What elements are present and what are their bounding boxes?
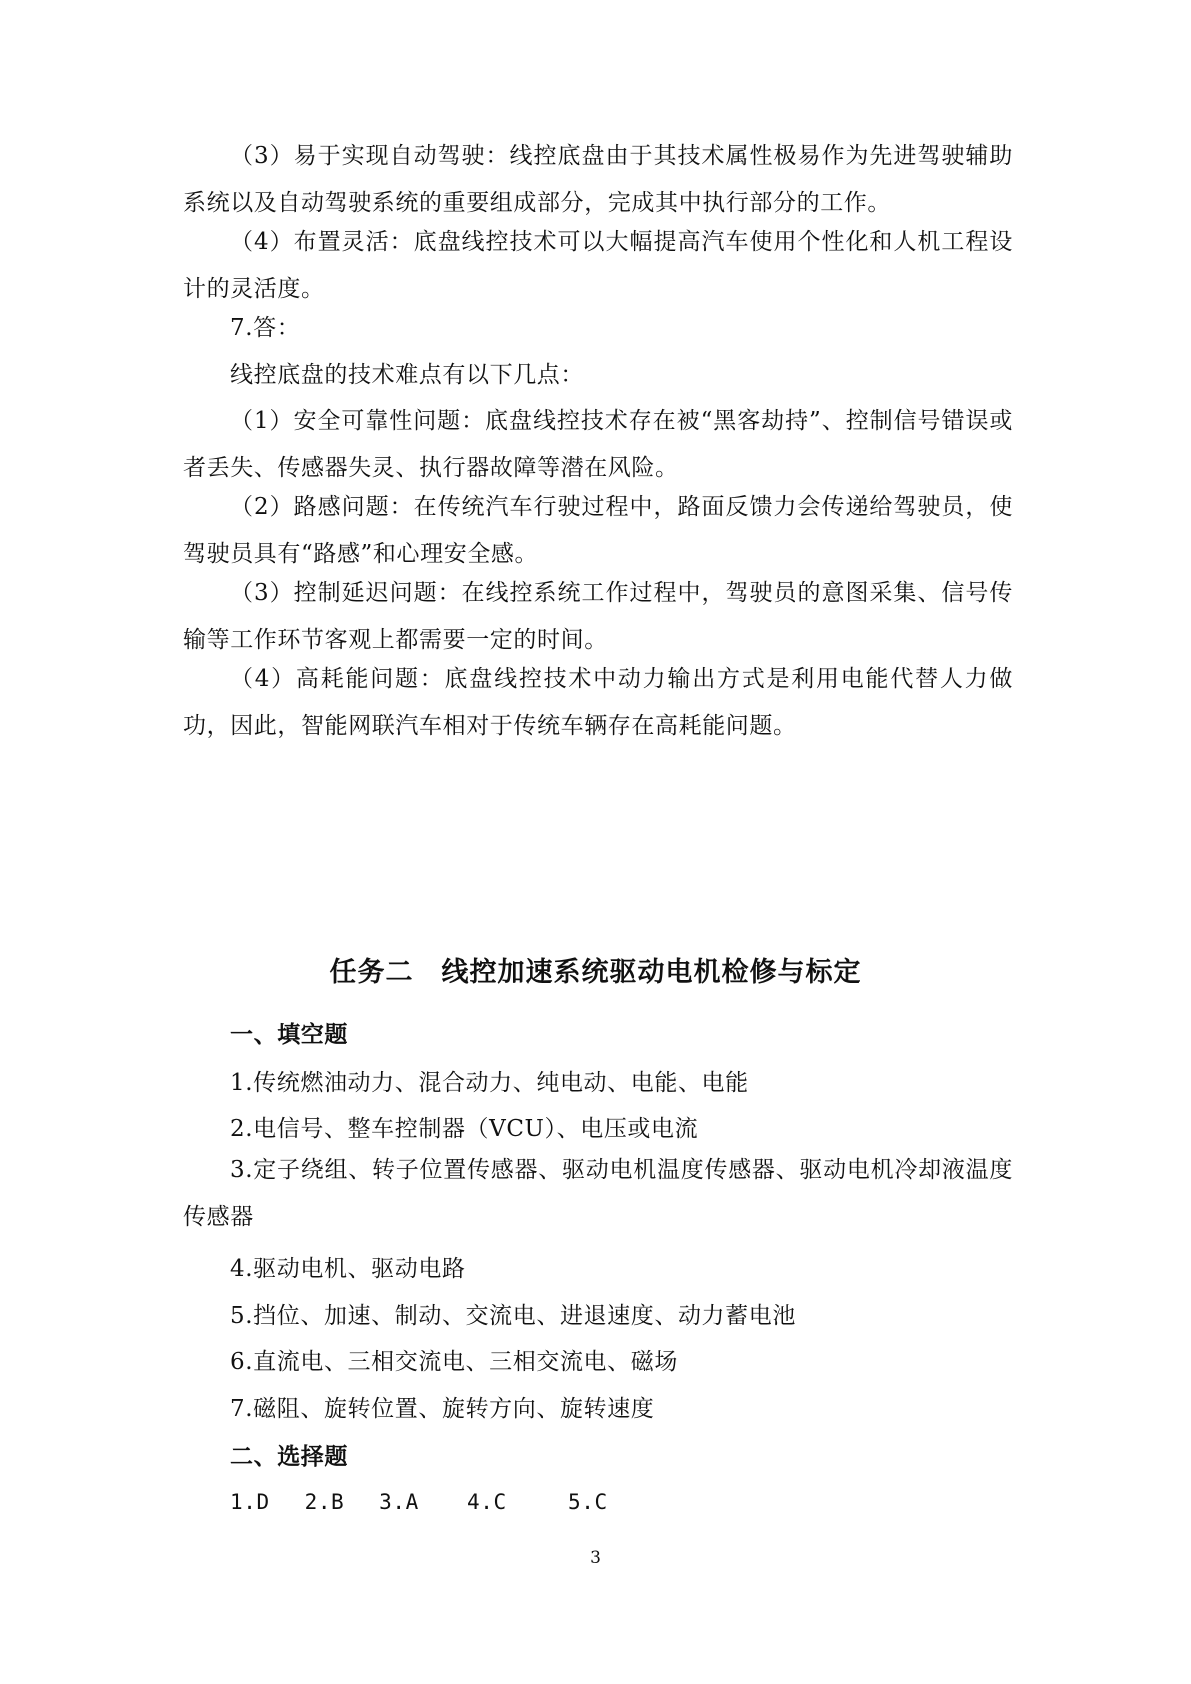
choice-heading: 二、选择题 xyxy=(230,1444,348,1470)
fill-blank-item-5: 5.挡位、加速、制动、交流电、进退速度、动力蓄电池 xyxy=(230,1303,796,1329)
fill-blank-item-1: 1.传统燃油动力、混合动力、纯电动、电能、电能 xyxy=(230,1070,749,1096)
fill-blank-item-7: 7.磁阻、旋转位置、旋转方向、旋转速度 xyxy=(230,1396,655,1422)
answer-7-label: 7.答： xyxy=(230,315,301,341)
paragraph-flexible-layout: （4）布置灵活：底盘线控技术可以大幅提高汽车使用个性化和人机工程设计的灵活度。 xyxy=(183,229,1013,302)
page-number: 3 xyxy=(590,1548,601,1568)
fill-blank-item-6: 6.直流电、三相交流电、三相交流电、磁场 xyxy=(230,1349,678,1375)
fill-blank-heading: 一、填空题 xyxy=(230,1022,348,1048)
fill-blank-item-4: 4.驱动电机、驱动电路 xyxy=(230,1256,466,1282)
paragraph-high-energy: （4）高耗能问题：底盘线控技术中动力输出方式是利用电能代替人力做功，因此，智能网联汽车相对于传统车辆存在高耗能问题。 xyxy=(183,666,1013,739)
fill-blank-item-2: 2.电信号、整车控制器（VCU）、电压或电流 xyxy=(230,1116,699,1142)
fill-blank-item-3: 3.定子绕组、转子位置传感器、驱动电机温度传感器、驱动电机冷却液温度传感器 xyxy=(183,1157,1013,1230)
paragraph-ease-autonomous: （3）易于实现自动驾驶：线控底盘由于其技术属性极易作为先进驾驶辅助系统以及自动驾驶系统的重要组成部分，完成其中执行部分的工作。 xyxy=(183,143,1013,216)
paragraph-difficulties-intro: 线控底盘的技术难点有以下几点： xyxy=(230,362,584,388)
section-title: 任务二 线控加速系统驱动电机检修与标定 xyxy=(329,957,862,988)
paragraph-control-delay: （3）控制延迟问题：在线控系统工作过程中，驾驶员的意图采集、信号传输等工作环节客观上都需要一定的时间。 xyxy=(183,580,1013,653)
paragraph-safety: （1）安全可靠性问题：底盘线控技术存在被“黑客劫持”、控制信号错误或者丢失、传感器失灵、执行器故障等潜在风险。 xyxy=(183,408,1013,481)
choice-answers: 1.D 2.B 3.A 4.C 5.C xyxy=(230,1490,608,1514)
paragraph-road-feel: （2）路感问题：在传统汽车行驶过程中，路面反馈力会传递给驾驶员，使驾驶员具有“路感”和心理安全感。 xyxy=(183,494,1013,567)
